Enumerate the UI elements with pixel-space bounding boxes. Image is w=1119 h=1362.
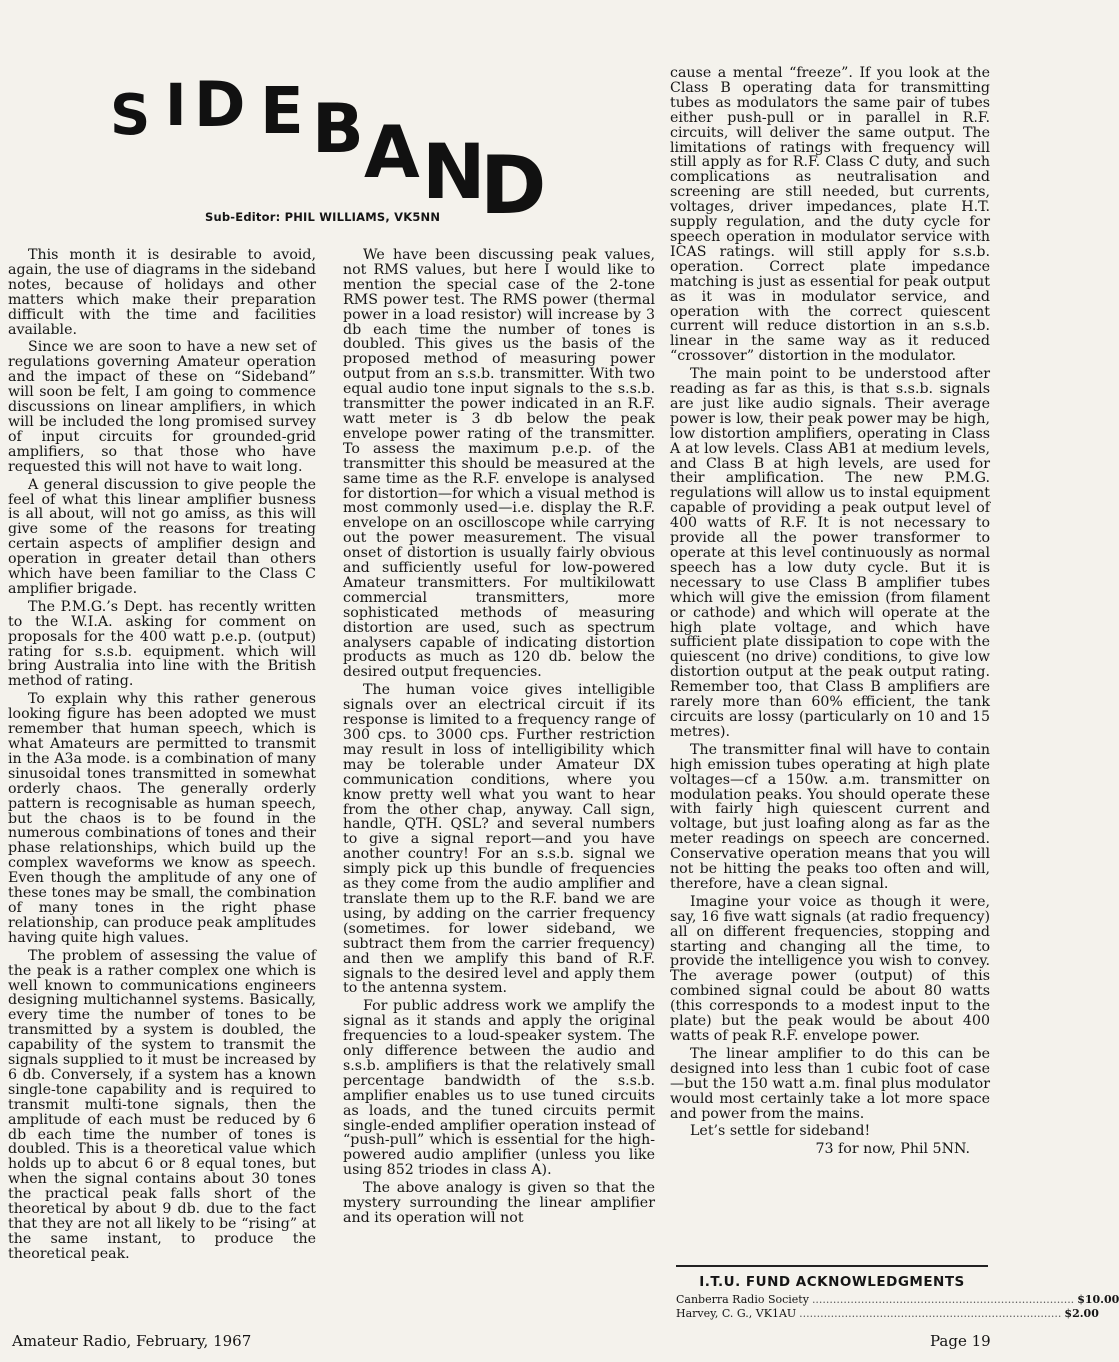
donation-amount: $10.00 xyxy=(1077,1293,1119,1306)
paragraph: This month it is desirable to avoid, again, the use of diagrams in the sideband notes, because of holidays and other matters which make their preparation difficult with the time and facilities available. xyxy=(8,247,316,338)
paragraph: cause a mental “freeze”. If you look at the Class B operating data for transmitting tubes as modulators the same pair of tubes either push-pull or in parallel in R.F. circuits, will deliver the same output. The limitations of ratings with frequency will still apply as for R.F. Class C duty, and such complications as neutralisation and screening are still needed, but currents, voltages, driver impedances, plate H.T. supply regulation, and the duty cycle for speech operation in modulator service with ICAS ratings. will still apply for s.s.b. operation. Correct plate impedance matching is just as essential for peak output as it was in modulator service, and operation with the correct quiescent current will reduce distortion in an s.s.b. linear in the same way as it reduced “crossover” distortion in the modulator. xyxy=(670,65,990,365)
paragraph: The above analogy is given so that the mystery surrounding the linear amplifier and its operation will not xyxy=(343,1180,655,1226)
signature: 73 for now, Phil 5NN. xyxy=(815,1141,970,1158)
leader-dots: ........................................................................... xyxy=(811,1293,1075,1306)
paragraph: We have been discussing peak values, not RMS values, but here I would like to mention the special case of the 2-tone RMS power test. The RMS power (thermal power in a load resistor) will increase by 3 db each time the number of tones is doubled. This gives us the basis of the proposed method of measuring power output from an s.s.b. transmitter. With two equal audio tone input signals to the s.s.b. transmitter the power indicated in an R.F. watt meter is 3 db below the peak envelope power rating of the transmitter. To assess the maximum p.e.p. of the transmitter this should be measured at the same time as the R.F. envelope is analysed for distortion—for which a visual method is most commonly used—i.e. display the R.F. envelope on an oscilloscope while carrying out the power measurement. The visual onset of distortion is usually fairly obvious and sufficiently useful for low-powered Amateur transmitters. For multikilowatt commercial transmitters, more sophisticated methods of measuring distortion are used, such as spectrum analysers capable of indicating distortion products as much as 120 db. below the desired output frequencies. xyxy=(343,247,655,681)
masthead-letter: I xyxy=(165,71,187,139)
paragraph: Imagine your voice as though it were, say, 16 five watt signals (at radio frequency) all on different frequencies, stopping and starting and changing all the time, to provide the intelligence you wish to convey. The average power (output) of this combined signal could be about 80 watts (this corresponds to a modest input to the plate) but the peak would be about 400 watts of peak R.F. envelope power. xyxy=(670,893,990,1044)
leader-dots: ........................................................................... xyxy=(799,1307,1062,1320)
subeditor-credit: Sub-Editor: PHIL WILLIAMS, VK5NN xyxy=(205,210,441,224)
masthead-letter: E xyxy=(260,75,304,149)
donation-amount: $2.00 xyxy=(1064,1307,1099,1320)
masthead-letter: B xyxy=(312,90,364,169)
column-1 xyxy=(8,248,316,1265)
closing-line: Let’s settle for sideband! xyxy=(690,1123,871,1140)
paragraph: The linear amplifier to do this can be designed into less than 1 cubic foot of case—but the 150 watt a.m. final plus modulator would most certainly take a lot more space and power from the mains. xyxy=(670,1045,990,1122)
paragraph: The problem of assessing the value of the peak is a rather complex one which is well known to communications engineers designing multichannel systems. Basically, every time the number of tones to be transmitted by a system is doubled, the capability of the system to transmit the signals supplied to it must be increased by 6 db. Conversely, if a system has a known single-tone capability and is required to transmit multi-tone signals, then the amplitude of each must be reduced by 6 db each time the number of tones is doubled. This is a theoretical value which holds up to abcut 6 or 8 equal tones, but when the signal contains about 30 tones the practical peak falls short of the theoretical by about 9 db. due to the fact that they are not all likely to be “rising” at the same instant, to produce the theoretical peak. xyxy=(8,947,316,1262)
paragraph: The human voice gives intelligible signals over an electrical circuit if its response is limited to a frequency range of 300 cps. to 3000 cps. Further restriction may result in loss of intelligibility which may be tolerable under Amateur DX communication conditions, where you know pretty well what you want to hear from the other chap, anyway. Call sign, handle, QTH. QSL? and several numbers to give a signal report—and you have another country! For an s.s.b. signal we simply pick up this bundle of frequencies as they come from the audio amplifier and translate them up to the R.F. band we are using, by adding on the carrier frequency (sometimes. for lower sideband, we subtract them from the carrier frequency) and then we amplify this band of R.F. signals to the desired level and apply them to the antenna system. xyxy=(343,682,655,997)
column-3 xyxy=(670,66,990,1160)
paragraph: A general discussion to give people the feel of what this linear amplifier busness is all about, will not go amiss, as this will give some of the reasons for treating certain aspects of amplifier design and operation in greater detail than others which have been familiar to the Class C amplifier brigade. xyxy=(8,476,316,597)
donor-name: Canberra Radio Society xyxy=(676,1293,809,1306)
divider xyxy=(676,1265,988,1267)
paragraph: For public address work we amplify the signal as it stands and apply the original frequencies to a loud-speaker system. The only difference between the audio and s.s.b. amplifiers is that the relatively small percentage bandwidth of the s.s.b. amplifier enables us to use tuned circuits as loads, and the tuned circuits permit single-ended amplifier operation instead of “push-pull” which is essential for the high-powered audio amplifier (unless you like using 852 triodes in class A). xyxy=(343,998,655,1179)
paragraph: To explain why this rather generous looking figure has been adopted we must remember that human speech, which is what Amateurs are permitted to transmit in the A3a mode. is a combination of many sinusoidal tones transmitted in somewhat orderly chaos. The generally orderly pattern is recognisable as human speech, but the chaos is to be found in the numerous combinations of tones and their phase relationships, which build up the complex waveforms we know as speech. Even though the amplitude of any one of these tones may be small, the combination of many tones in the right phase relationship, can produce peak amplitudes having quite high values. xyxy=(8,691,316,946)
masthead-letter: D xyxy=(194,68,246,141)
paragraph: The main point to be understood after reading as far as this, is that s.s.b. signals are just like audio signals. Their average power is low, their peak power may be high, low distortion amplifiers, operating in Class A at low levels. Class AB1 at medium levels, and Class B at high levels, are used for their amplification. The new P.M.G. regulations will allow us to instal equipment capable of providing a peak output level of 400 watts of R.F. It is not necessary to provide all the power transformer to operate at this level continuously as normal speech has a low duty cycle. But it is necessary to use Class B amplifier tubes which will give the emission (from filament or cathode) and which will operate at the high plate voltage, and which have sufficient plate dissipation to cope with the quiescent (no drive) conditions, to give low distortion output at the peak output rating. Remember too, that Class B amplifiers are rarely more than 60% efficient, the tank circuits are lossy (particularly on 10 and 15 metres). xyxy=(670,366,990,740)
itu-heading: I.T.U. FUND ACKNOWLEDGMENTS xyxy=(699,1274,965,1290)
column-2 xyxy=(343,248,655,1229)
masthead-letter: A xyxy=(364,110,420,194)
donor-name: Harvey, C. G., VK1AU xyxy=(676,1307,797,1320)
masthead-letter: D xyxy=(480,139,547,232)
masthead-letter: N xyxy=(422,127,486,216)
paragraph: The transmitter final will have to contain high emission tubes operating at high plate voltages—cf a 150w. a.m. transmitter on modulation peaks. You should operate these with fairly high quiescent current and voltage, but just loafing along as far as the meter readings on speech are concerned. Conservative operation means that you will not be hitting the peaks too often and will, therefore, have a clean signal. xyxy=(670,741,990,892)
paragraph: The P.M.G.’s Dept. has recently written to the W.I.A. asking for comment on proposals for the 400 watt p.e.p. (output) rating for s.s.b. equipment. which will bring Australia into line with the British method of rating. xyxy=(8,598,316,690)
masthead-letter: S xyxy=(110,83,151,148)
footer-publication: Amateur Radio, February, 1967 xyxy=(12,1332,252,1350)
footer-page-number: Page 19 xyxy=(930,1332,991,1350)
itu-row xyxy=(676,1307,1099,1321)
itu-fund-box xyxy=(676,1265,1119,1321)
paragraph: Since we are soon to have a new set of regulations governing Amateur operation and the impact of these on “Sideband” will soon be felt, I am going to commence discussions on linear amplifiers, in which will be included the long promised survey of input circuits for grounded-grid amplifiers, so that those who have requested this will not have to wait long. xyxy=(8,339,316,475)
itu-row xyxy=(676,1293,1119,1307)
